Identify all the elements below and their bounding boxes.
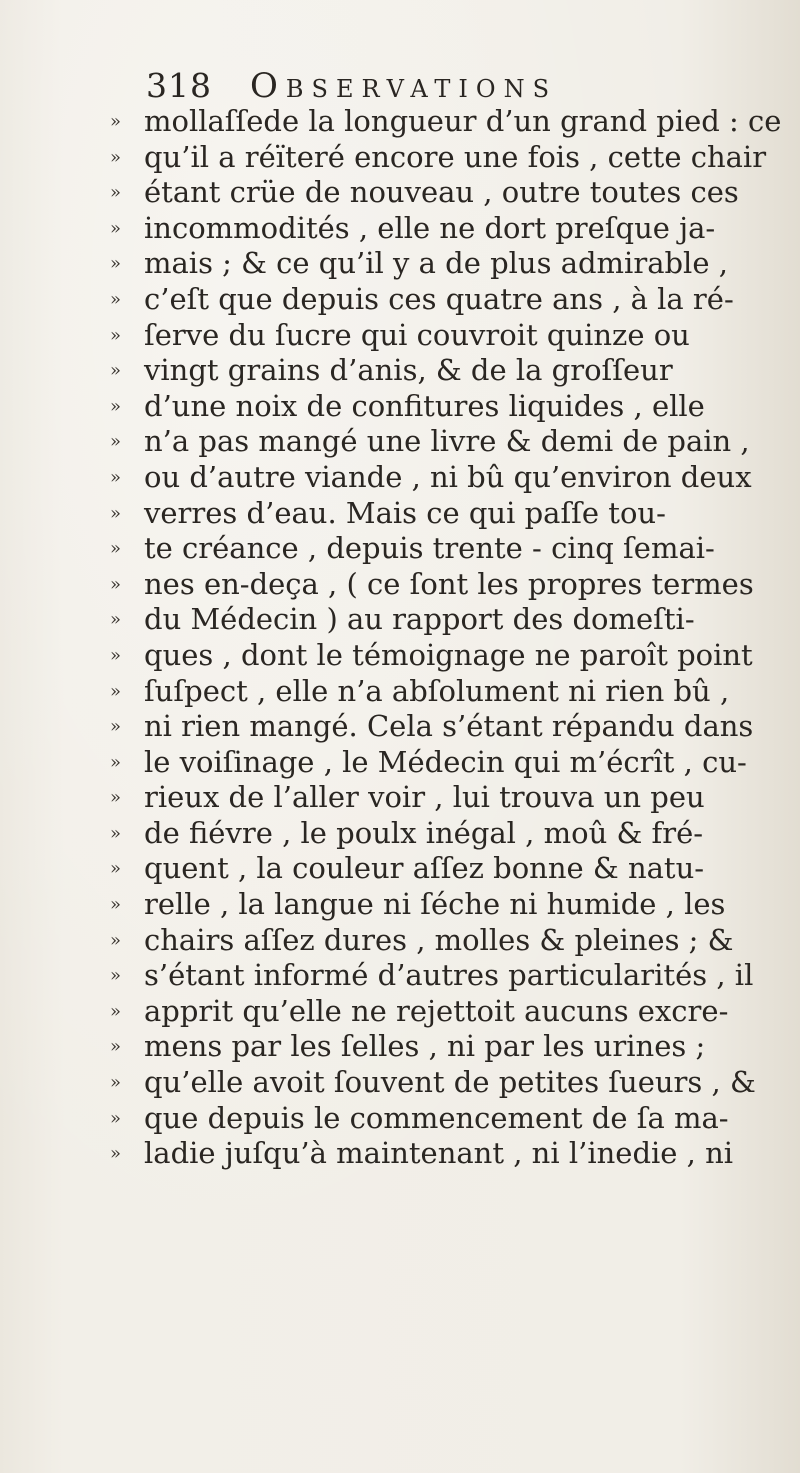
text-line-10 bbox=[110, 424, 800, 460]
line-text: d’une noix de confitures liquides , elle bbox=[144, 388, 705, 423]
quote-mark: » bbox=[110, 360, 122, 382]
text-line-1 bbox=[110, 104, 800, 140]
line-text: incommodités , elle ne dort preſque ja- bbox=[144, 210, 716, 245]
quote-mark: » bbox=[110, 573, 122, 595]
line-text: ſuſpect , elle n’a abſolument ni rien bû , bbox=[144, 673, 730, 708]
text-line-15 bbox=[110, 602, 800, 638]
text-line-18 bbox=[110, 709, 800, 745]
line-text: ni rien mangé. Cela s’étant répandu dans bbox=[144, 709, 754, 744]
quote-mark: » bbox=[110, 894, 122, 916]
line-text: du Médecin ) au rapport des domeſti- bbox=[144, 602, 695, 637]
text-line-27 bbox=[110, 1029, 800, 1065]
line-text: te créance , depuis trente - cinq ſemai- bbox=[144, 531, 715, 566]
quote-mark: » bbox=[110, 787, 122, 809]
line-text: apprit qu’elle ne rejettoit aucuns excre- bbox=[144, 993, 729, 1028]
quote-mark: » bbox=[110, 644, 122, 666]
line-text: le voiſinage , le Médecin qui m’écrît , cu- bbox=[144, 744, 747, 779]
quote-mark: » bbox=[110, 502, 122, 524]
quote-mark: » bbox=[110, 1036, 122, 1058]
text-line-6 bbox=[110, 282, 800, 318]
quote-mark: » bbox=[110, 146, 122, 168]
quote-mark: » bbox=[110, 1072, 122, 1094]
text-line-25 bbox=[110, 958, 800, 994]
text-line-8 bbox=[110, 353, 800, 389]
text-line-14 bbox=[110, 567, 800, 603]
text-line-20 bbox=[110, 780, 800, 816]
text-line-29 bbox=[110, 1101, 800, 1137]
text-line-12 bbox=[110, 496, 800, 532]
quote-mark: » bbox=[110, 1107, 122, 1129]
text-line-16 bbox=[110, 638, 800, 674]
line-text: n’a pas mangé une livre & demi de pain , bbox=[144, 424, 750, 459]
quote-mark: » bbox=[110, 716, 122, 738]
quote-mark: » bbox=[110, 822, 122, 844]
text-line-7 bbox=[110, 318, 800, 354]
line-text: c’eſt que depuis ces quatre ans , à la ré- bbox=[144, 281, 734, 316]
quote-mark: » bbox=[110, 538, 122, 560]
quote-mark: » bbox=[110, 929, 122, 951]
quote-mark: » bbox=[110, 466, 122, 488]
quote-mark: » bbox=[110, 1143, 122, 1165]
running-title: Observations bbox=[250, 66, 558, 106]
line-text: quent , la couleur aſſez bonne & natu- bbox=[144, 851, 705, 886]
line-text: qu’elle avoit ſouvent de petites ſueurs , & bbox=[144, 1065, 756, 1100]
page-number: 318 bbox=[146, 66, 212, 105]
line-text: s’étant informé d’autres particularités , il bbox=[144, 958, 754, 993]
line-text: de fiévre , le poulx inégal , moû & fré- bbox=[144, 815, 704, 850]
text-line-9 bbox=[110, 389, 800, 425]
quote-mark: » bbox=[110, 609, 122, 631]
text-line-19 bbox=[110, 745, 800, 781]
quote-mark: » bbox=[110, 111, 122, 132]
quote-mark: » bbox=[110, 431, 122, 453]
line-text: ques , dont le témoignage ne paroît point bbox=[144, 637, 753, 672]
text-line-17 bbox=[110, 674, 800, 710]
line-text: ladie juſqu’à maintenant , ni l’inedie , ni bbox=[144, 1136, 734, 1171]
quote-mark: » bbox=[110, 395, 122, 417]
quote-mark: » bbox=[110, 858, 122, 880]
text-line-21 bbox=[110, 816, 800, 852]
quote-mark: » bbox=[110, 253, 122, 275]
quote-mark: » bbox=[110, 1000, 122, 1022]
line-text: étant crüe de nouveau , outre toutes ces bbox=[144, 175, 739, 210]
quote-mark: » bbox=[110, 217, 122, 239]
line-text: rieux de l’aller voir , lui trouva un peu bbox=[144, 780, 705, 815]
text-line-23 bbox=[110, 887, 800, 923]
line-text: mens par les ſelles , ni par les urines ; bbox=[144, 1029, 706, 1064]
line-text: ou d’autre viande , ni bû qu’environ deux bbox=[144, 459, 752, 494]
line-text: qu’il a réïteré encore une fois , cette chair bbox=[144, 139, 767, 174]
text-line-5 bbox=[110, 246, 800, 282]
quote-mark: » bbox=[110, 680, 122, 702]
text-line-4 bbox=[110, 211, 800, 247]
line-text: vingt grains d’anis, & de la groſſeur bbox=[144, 353, 673, 388]
text-line-30 bbox=[110, 1136, 800, 1172]
body-text bbox=[110, 104, 800, 1172]
quote-mark: » bbox=[110, 324, 122, 346]
quote-mark: » bbox=[110, 288, 122, 310]
line-text: nes en-deça , ( ce ſont les propres termes bbox=[144, 566, 754, 601]
quote-mark: » bbox=[110, 751, 122, 773]
line-text: verres d’eau. Mais ce qui paſſe tou- bbox=[144, 495, 666, 530]
text-line-3 bbox=[110, 175, 800, 211]
text-line-13 bbox=[110, 531, 800, 567]
text-line-2 bbox=[110, 140, 800, 176]
quote-mark: » bbox=[110, 965, 122, 987]
text-line-24 bbox=[110, 923, 800, 959]
line-text: ſerve du ſucre qui couvroit quinze ou bbox=[144, 317, 690, 352]
line-text: que depuis le commencement de ſa ma- bbox=[144, 1100, 729, 1135]
line-text: relle , la langue ni ſéche ni humide , les bbox=[144, 887, 726, 922]
line-text: mollaſſede la longueur d’un grand pied : ce bbox=[144, 104, 782, 138]
line-text: mais ; & ce qu’il y a de plus admirable , bbox=[144, 246, 728, 281]
text-line-26 bbox=[110, 994, 800, 1030]
quote-mark: » bbox=[110, 182, 122, 204]
line-text: chairs aſſez dures , molles & pleines ; & bbox=[144, 922, 734, 957]
text-line-11 bbox=[110, 460, 800, 496]
text-line-28 bbox=[110, 1065, 800, 1101]
text-line-22 bbox=[110, 851, 800, 887]
